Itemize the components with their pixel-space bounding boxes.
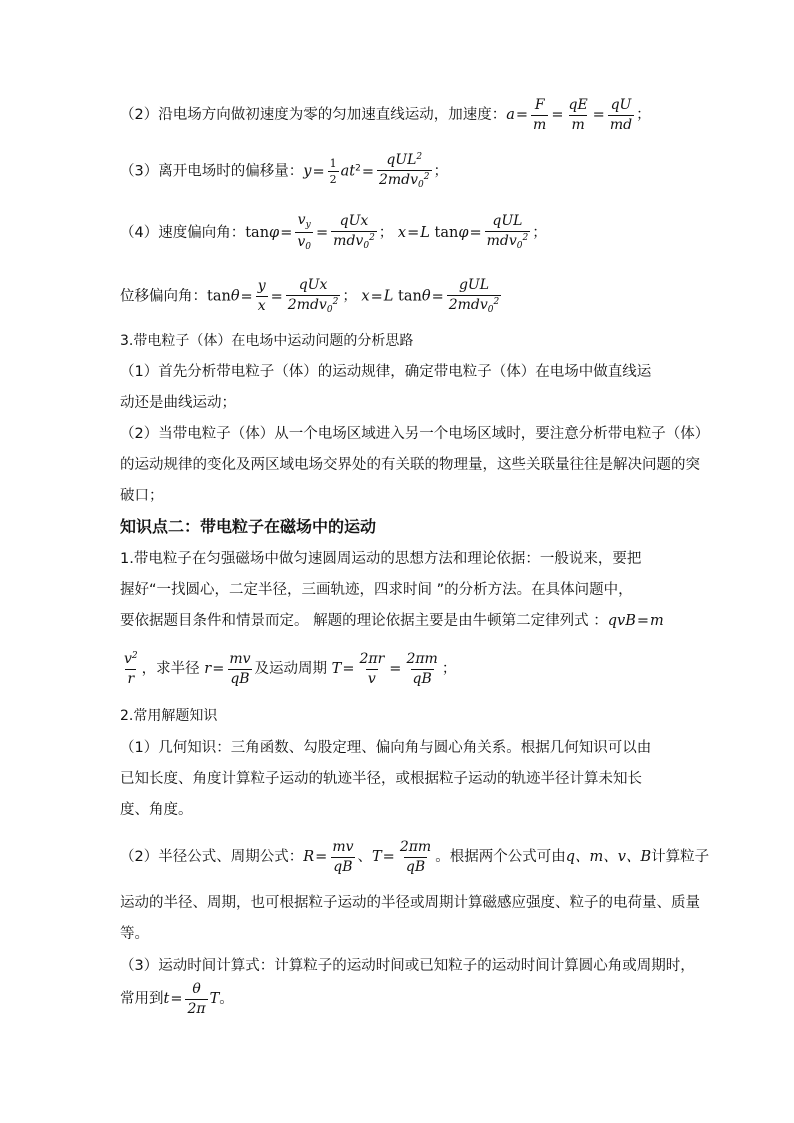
k2-formulas-tail: 。根据两个公式可由 <box>435 849 566 866</box>
formula-qUL2-over-2mdv02: $\frac{qUL^2}{2mdv_0^2}$ <box>378 152 430 190</box>
k2-formulas-line2: 运动的半径、周期，也可根据粒子运动的半径或周期计算磁感应强度、粒子的电荷量、质量 <box>120 895 700 911</box>
k2-formulas-label: （2）半径公式、周期公式： <box>120 849 304 866</box>
formula-R-mv-over-qB: $\frac{mv}{qB}$ <box>332 839 354 875</box>
k2-geometry-line3: 度、角度。 <box>120 802 193 818</box>
k2-section-2-title: 2.常用解题知识 <box>120 708 218 724</box>
k2-formulas-vars: q、m、v、B <box>565 849 652 866</box>
formula-y-over-x: $\frac{y}{x}$ <box>257 278 266 315</box>
k2-para1-line2: 握好“一找圆心，二定半径，三画轨迹，四求时间 ”的分析方法。在具体问题中， <box>120 582 633 598</box>
formula-2pir-over-v: $\frac{2\pi r}{v}$ <box>359 651 385 687</box>
velocity-angle-label: （4）速度偏向角： <box>120 224 246 241</box>
formula-half: $\frac{1}{2}$ <box>329 156 337 187</box>
formula-qUx-over-2mdv02: $\frac{\text{qUx}}{2mdv_0^2}$ <box>287 277 339 315</box>
k2-formulas-line1: （2）半径公式、周期公式：R= $\frac{mv}{qB}$ 、T= $\frac{2\pi m}{qB}$ 。根据两个公式可由q、m、v、B计算粒子 <box>120 839 710 875</box>
k2-formulas-line3: 等。 <box>120 926 149 942</box>
formula-qE-over-m: $\frac{qE}{m}$ <box>568 97 588 133</box>
s3-para1-line2: 动还是曲线运动； <box>120 395 236 411</box>
formula-v2-over-r: $\frac{v^2}{r}$ <box>124 651 138 687</box>
acceleration-line: （2）沿电场方向做初速度为零的匀加速直线运动，加速度：a= $\frac{F}{m}$ = $\frac{qE}{m}$ = $\frac{qU}{md}$ ； <box>120 97 651 133</box>
k2-time-line2: 常用到t= $\frac{\theta}{2\pi}$ T。 <box>120 981 234 1017</box>
k2-para1-line3-text: 要依据题目条件和情景而定。 解题的理论依据主要是由牛顿第二定律列式 ： <box>120 613 608 629</box>
formula-qU-over-md: $\frac{qU}{md}$ <box>609 97 633 133</box>
period-text: 及运动周期 <box>254 661 328 678</box>
k2-para1-line1: 1.带电粒子在匀强磁场中做匀速圆周运动的思想方法和理论依据：一般说来，要把 <box>120 551 642 567</box>
knowledge-point-2-heading: 知识点二：带电粒子在磁场中的运动 <box>120 517 377 536</box>
k2-time-label: 常用到 <box>120 991 164 1008</box>
formula-2pim-over-qB: $\frac{2\pi m}{qB}$ <box>406 651 438 687</box>
s3-para2-line1: （2）当带电粒子（体）从一个电场区域进入另一个电场区域时，要注意分析带电粒子（体） <box>120 426 710 442</box>
k2-geometry-line1: （1）几何知识：三角函数、勾股定理、偏向角与圆心角关系。根据几何知识可以由 <box>120 740 652 756</box>
formula-gUL-over-2mdv02: $\frac{\text{gUL}}{2mdv_0^2}$ <box>448 277 500 315</box>
k2-geometry-line2: 已知长度、角度计算粒子运动的轨迹半径，或根据粒子运动的轨迹半径计算未知长 <box>120 771 642 787</box>
radius-text: ，求半径 <box>141 661 200 678</box>
s3-para1-line1: （1）首先分析带电粒子（体）的运动规律，确定带电粒子（体）在电场中做直线运 <box>120 364 652 380</box>
k2-formulas-tail2: 计算粒子 <box>651 849 710 866</box>
velocity-angle-line: （4）速度偏向角：tanφ= $\frac{v_y}{v_0}$ = $\frac{\text{qUx}}{mdv_0^2}$ ； x=L tanφ= $\frac{\text{qUL}}{mdv_0^2}$ ； <box>120 212 547 253</box>
formula-qUx-over-mdv02: $\frac{\text{qUx}}{mdv_0^2}$ <box>333 213 375 252</box>
k2-para1-line4: $\frac{v^2}{r}$ ，求半径 r= $\frac{mv}{qB}$ 及运动周期 T= $\frac{2\pi r}{v}$ = $\frac{2\pi m}{qB}$ ； <box>124 651 457 687</box>
displacement-angle-label: 位移偏向角： <box>120 288 207 305</box>
k2-para1-line3: 要依据题目条件和情景而定。 解题的理论依据主要是由牛顿第二定律列式 ：qvB=m <box>120 613 664 629</box>
s3-para2-line2: 的运动规律的变化及两区域电场交界处的有关联的物理量，这些关联量往往是解决问题的突 <box>120 457 700 473</box>
formula-vy-over-v0: $\frac{v_y}{v_0}$ <box>297 212 312 253</box>
formula-theta-over-2pi: $\frac{\theta}{2\pi}$ <box>187 981 206 1017</box>
formula-T-2pim-over-qB: $\frac{2\pi m}{qB}$ <box>399 839 432 875</box>
formula-qUL-over-mdv02: $\frac{\text{qUL}}{mdv_0^2}$ <box>486 213 529 252</box>
displacement-label: （3）离开电场时的偏移量： <box>120 163 304 180</box>
k2-time-line1: （3）运动时间计算式：计算粒子的运动时间或已知粒子的运动时间计算圆心角或周期时， <box>120 958 695 974</box>
acceleration-label: （2）沿电场方向做初速度为零的匀加速直线运动，加速度： <box>120 107 507 124</box>
formula-F-over-m: $\frac{F}{m}$ <box>533 97 547 133</box>
formula-mv-over-qB: $\frac{mv}{qB}$ <box>229 651 251 687</box>
displacement-line: （3）离开电场时的偏移量：y= $\frac{1}{2}$ $at^2=$ $\frac{qUL^2}{2mdv_0^2}$ ； <box>120 152 448 190</box>
displacement-angle-line: 位移偏向角：tanθ= $\frac{y}{x}$ = $\frac{\text{qUx}}{2mdv_0^2}$ ； x=L tanθ= $\frac{\text{gUL}}{2mdv_0^2}$ <box>120 277 500 315</box>
s3-para2-line3: 破口； <box>120 488 164 504</box>
section-3-title: 3.带电粒子（体）在电场中运动问题的分析思路 <box>120 333 414 349</box>
